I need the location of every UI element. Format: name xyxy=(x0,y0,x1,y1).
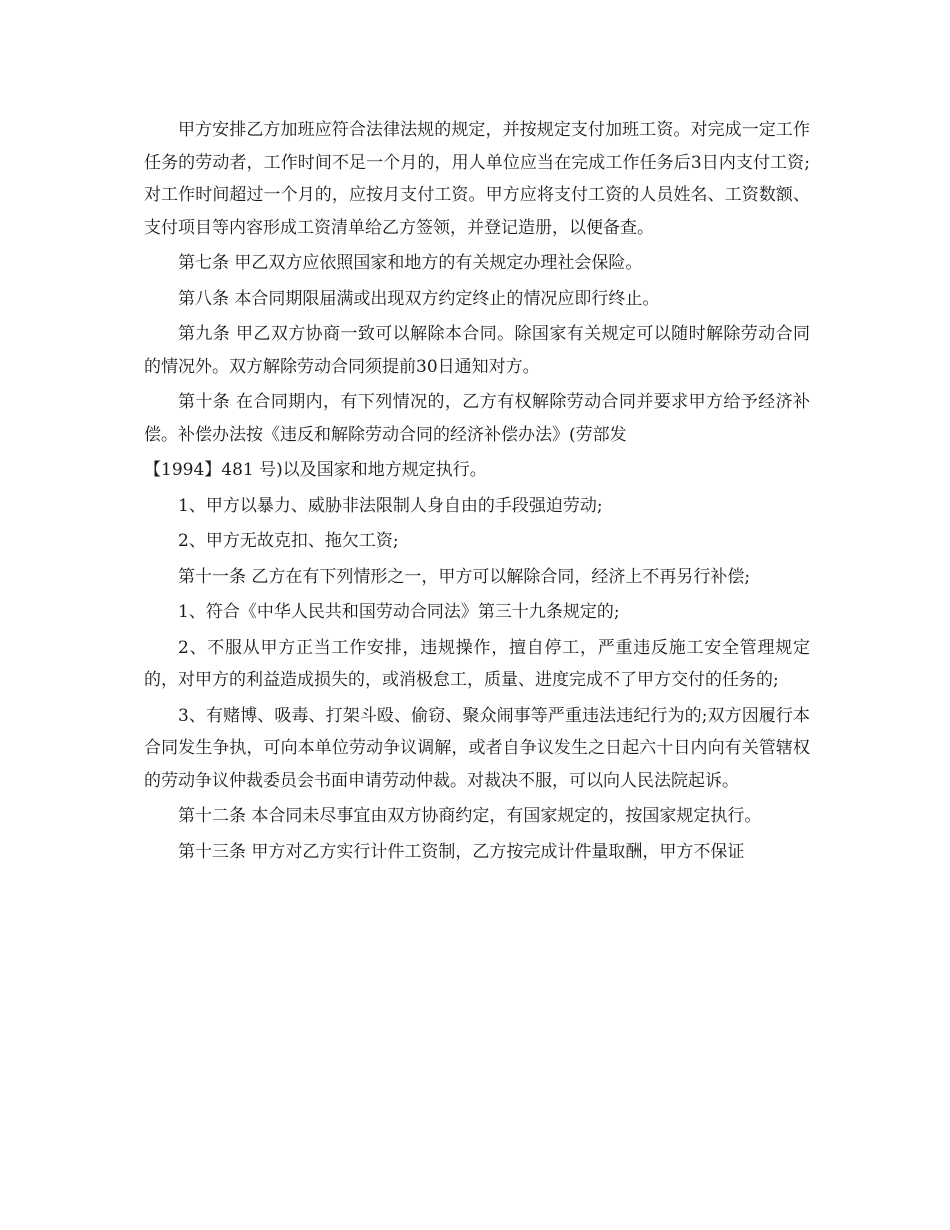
list-item-article-11-3: 3、有赌博、吸毒、打架斗殴、偷窃、聚众闹事等严重违法违纪行为的;双方因履行本合同发生争执，可向本单位劳动争议调解，或者自争议发生之日起六十日内向有关管辖权的劳动争议仲裁委员会书面申请劳动仲裁。对裁决不服，可以向人民法院起诉。 xyxy=(144,705,810,791)
list-item-article-10-2: 2、甲方无故克扣、拖欠工资; xyxy=(178,531,399,551)
paragraph-overtime-wages: 甲方安排乙方加班应符合法律法规的规定，并按规定支付加班工资。对完成一定工作任务的劳动者，工作时间不足一个月的，用人单位应当在完成工作任务后3日内支付工资;对工作时间超过一个月的，应按月支付工资。甲方应将支付工资的人员姓名、工资数额、支付项目等内容形成工资清单给乙方签领，并登记造册，以便备查。 xyxy=(144,120,810,238)
list-item-article-11-2: 2、不服从甲方正当工作安排，违规操作，擅自停工，严重违反施工安全管理规定的，对甲方的利益造成损失的，或消极怠工，质量、进度完成不了甲方交付的任务的; xyxy=(144,637,810,690)
paragraph-article-12: 第十二条 本合同未尽事宜由双方协商约定，有国家规定的，按国家规定执行。 xyxy=(178,806,762,826)
paragraph-article-8: 第八条 本合同期限届满或出现双方约定终止的情况应即行终止。 xyxy=(178,288,660,309)
list-item-article-11-1: 1、符合《中华人民共和国劳动合同法》第三十九条规定的; xyxy=(178,602,620,622)
paragraph-article-11: 第十一条 乙方在有下列情形之一，甲方可以解除合同，经济上不再另行补偿; xyxy=(178,566,751,587)
paragraph-article-10-reference: 【1994】481 号)以及国家和地方规定执行。 xyxy=(144,460,487,480)
paragraph-article-13: 第十三条 甲方对乙方实行计件工资制，乙方按完成计件量取酬，甲方不保证 xyxy=(178,841,745,862)
paragraph-article-7: 第七条 甲乙双方应依照国家和地方的有关规定办理社会保险。 xyxy=(178,253,643,273)
list-item-article-10-1: 1、甲方以暴力、威胁非法限制人身自由的手段强迫劳动; xyxy=(178,495,603,516)
paragraph-article-9: 第九条 甲乙双方协商一致可以解除本合同。除国家有关规定可以随时解除劳动合同的情况外。双方解除劳动合同须提前30日通知对方。 xyxy=(144,324,810,377)
paragraph-article-10: 第十条 在合同期内，有下列情况的，乙方有权解除劳动合同并要求甲方给予经济补偿。补偿办法按《违反和解除劳动合同的经济补偿办法》(劳部发 xyxy=(144,392,810,445)
document-body xyxy=(144,114,810,871)
